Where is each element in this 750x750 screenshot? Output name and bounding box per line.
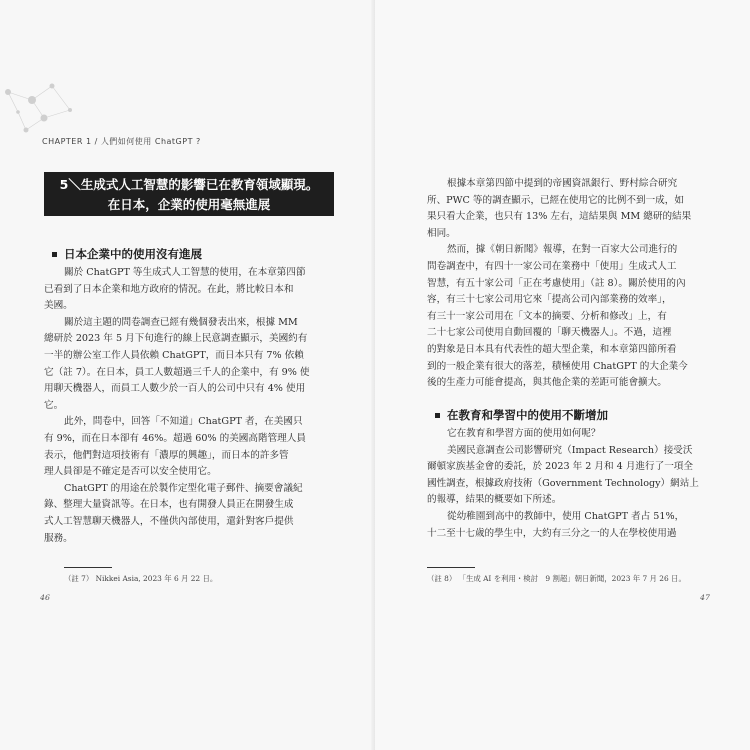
section-title-line-1: 5＼生成式人工智慧的影響已在教育領域顯現。	[59, 177, 319, 192]
text-line: 然而，據《朝日新聞》報導，在對一百家大公司進行的	[447, 244, 678, 256]
text-line: 容，有三十七家公司用它來「提高公司內部業務的效率」，	[427, 294, 672, 306]
section-heading-text: 在教育和學習中的使用不斷增加	[447, 408, 608, 422]
text-line: 美國。	[44, 300, 73, 312]
section-heading-japan	[52, 246, 202, 262]
text-line: 智慧，有五十家公司「正在考慮使用」（註 8）。關於使用的內	[427, 277, 686, 289]
text-line: 有三十一家公司用在「文本的摘要、分析和修改」上，有	[427, 310, 667, 322]
footnote-rule	[64, 567, 112, 568]
text-line: 的對象是日本具有代表性的超大型企業，和本章第四節所看	[427, 343, 677, 355]
text-line: 問卷調查中，有四十一家公司在業務中「使用」生成式人工	[427, 260, 677, 272]
text-line: 國性調查，根據政府技術（Government Technology）網站上	[427, 477, 699, 489]
text-line: 它。	[44, 399, 64, 411]
footnote-rule	[427, 567, 475, 568]
text-line: 後的生產力可能會提高，與其他企業的差距可能會擴大。	[427, 377, 667, 389]
footnote-7: （註 7） Nikkei Asia, 2023 年 6 月 22 日。	[64, 574, 218, 583]
text-line: 它（註 7）。在日本，員工人數超過三千人的企業中，有 9% 使	[44, 366, 310, 378]
text-line: ChatGPT 的用途在於製作定型化電子郵件、摘要會議紀	[64, 482, 303, 494]
text-line: 爾頓家族基金會的委託，於 2023 年 2 月和 4 月進行了一項全	[427, 461, 693, 473]
square-bullet-icon	[52, 252, 57, 257]
page-number-left: 46	[40, 593, 50, 602]
right-body-text-1	[427, 176, 691, 392]
text-line: 二十七家公司使用自動回覆的「聊天機器人」。不過，這裡	[427, 327, 672, 339]
text-line: 一半的辦公室工作人員依賴 ChatGPT，而日本只有 7% 依賴	[44, 349, 304, 361]
section-title-box	[44, 172, 334, 216]
text-line: 關於 ChatGPT 等生成式人工智慧的使用，在本章第四節	[64, 267, 306, 278]
right-page	[375, 0, 750, 750]
text-line: 表示，他們對這項技術有「濃厚的興趣」，而日本的許多管	[44, 449, 289, 461]
text-line: 此外，問卷中，回答「不知道」ChatGPT 者，在美國只	[64, 416, 303, 428]
text-line: 有 9%，而在日本卻有 46%。超過 60% 的美國高階管理人員	[44, 432, 306, 444]
text-line: 十二至十七歲的學生中，大約有三分之一的人在學校使用過	[427, 527, 677, 539]
text-line: 到的一般企業有很大的落差，積極使用 ChatGPT 的大企業今	[427, 360, 688, 372]
text-line: 理人員卻是不確定是否可以安全使用它。	[44, 466, 217, 478]
square-bullet-icon	[435, 413, 440, 418]
left-body-text	[44, 265, 310, 547]
text-line: 式人工智慧聊天機器人，不僅供內部使用，還針對客戶提供	[44, 515, 294, 527]
text-line: 關於這主題的問卷調查已經有幾個發表出來，根據 MM	[64, 316, 298, 328]
right-body-text-2	[427, 426, 699, 542]
chapter-header: CHAPTER 1 / 人們如何使用 ChatGPT ?	[42, 137, 201, 146]
footnote-8: （註 8） 「生成 AI を利用・検討 9 割超」朝日新聞，2023 年 7 月 26 日。	[427, 574, 686, 583]
text-line: 總研於 2023 年 5 月下旬進行的線上民意調查顯示，美國約有	[44, 333, 308, 345]
text-line: 已看到了日本企業和地方政府的情況。在此，將比較日本和	[44, 283, 294, 295]
text-line: 根據本章第四節中提到的帝國資訊銀行、野村綜合研究	[447, 178, 678, 189]
text-line: 它在教育和學習方面的使用如何呢？	[447, 428, 601, 439]
section-heading-education	[435, 407, 608, 423]
text-line: 美國民意調查公司影響研究（Impact Research）接受沃	[447, 444, 693, 456]
text-line: 相同。	[427, 227, 456, 239]
text-line: 錄、整理大量資訊等。在日本，也有開發人員正在開發生成	[44, 499, 294, 511]
text-line: 所、PWC 等的調查顯示，已經在使用它的比例不到一成，如	[427, 194, 684, 206]
page-number-right: 47	[700, 593, 710, 602]
section-title-line-2: 在日本，企業的使用毫無進展	[107, 197, 271, 212]
text-line: 服務。	[44, 532, 73, 544]
text-line: 果只看大企業，也只有 13% 左右，這結果與 MM 總研的結果	[427, 211, 692, 223]
text-line: 從幼稚園到高中的教師中，使用 ChatGPT 者占 51%，	[447, 510, 685, 522]
text-line: 的報導，結果的概要如下所述。	[427, 494, 562, 506]
section-heading-text: 日本企業中的使用沒有進展	[64, 247, 202, 261]
text-line: 用聊天機器人，而員工人數少於一百人的公司中只有 4% 使用	[44, 383, 306, 395]
